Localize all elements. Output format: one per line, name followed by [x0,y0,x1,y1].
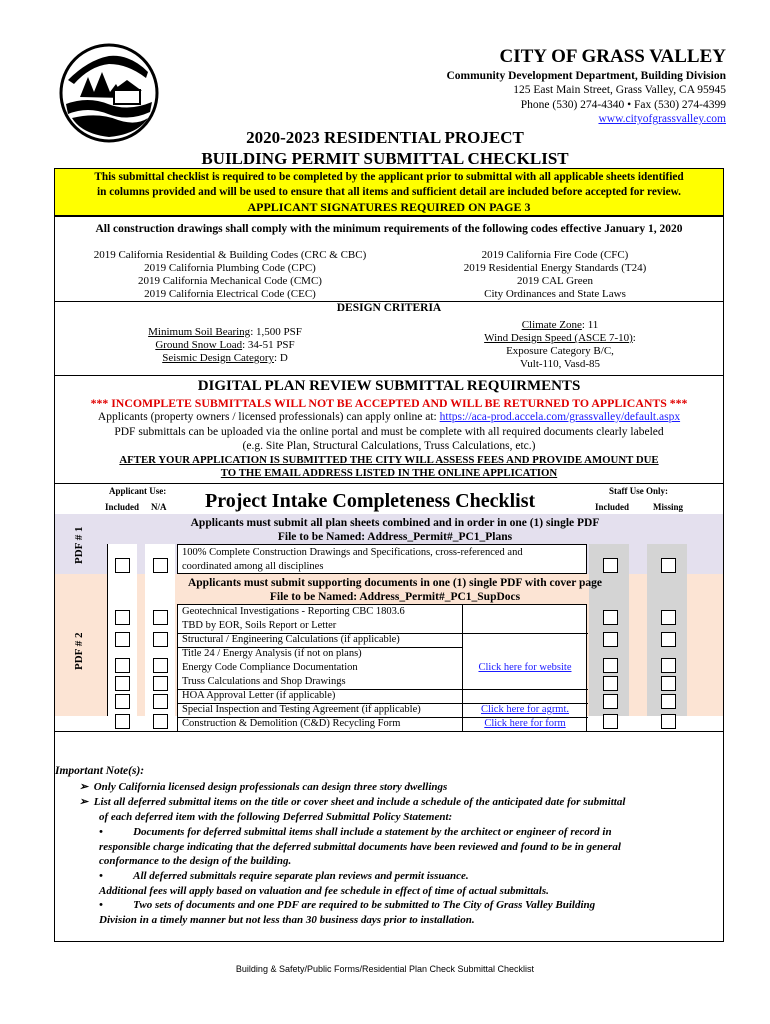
bullet-icon: • [99,870,134,882]
recycling-form-link[interactable]: Click here for form [484,718,566,729]
na-col-label: N/A [151,502,167,512]
title-line-1: 2020-2023 RESIDENTIAL PROJECT [246,128,524,147]
list-item: Energy Code Compliance Documentation [182,662,358,673]
pdf1-heading: Applicants must submit all plan sheets combined and in order in one (1) single PDF File to be Named: Address_Permit#_PC1_Plans [190,517,600,543]
list-item: TBD by EOR, Soils Report or Letter [182,620,337,631]
design-criteria-section [54,302,724,376]
energy-website-link[interactable]: Click here for website [478,662,572,673]
website-link[interactable]: www.cityofgrassvalley.com [598,113,726,125]
included-col-label: Included [105,502,140,512]
structural-na-checkbox[interactable] [153,632,168,647]
agreement-link[interactable]: Click here for agrmt. [480,704,570,715]
design-left-list [95,326,355,365]
hoa-staff-checkbox[interactable] [603,694,618,709]
city-name: CITY OF GRASS VALLEY [499,46,726,67]
pdf1-item-line1: 100% Complete Construction Drawings and Specifications, cross-referenced and [182,547,523,558]
truss-missing-checkbox[interactable] [661,676,676,691]
signature-required: APPLICANT SIGNATURES REQUIRED ON PAGE 3 [247,200,531,214]
pdf1-label: PDF # 1 [73,526,85,564]
code-item: 2019 California Electrical Code (CEC) [144,288,316,300]
geotech-na-checkbox[interactable] [153,610,168,625]
note-2: ➢ List all deferred submittal items on the title or cover sheet and include a schedule of the anticipated date for submittal of each deferred item with the following Deferred Submittal Policy Statement: [79,796,626,823]
pdf1-item-cell [177,544,587,574]
bullet-2: • All deferred submittals require separate plan reviews and permit issuance. Additional fees will apply based on valuation and fee schedule in effect of time of actual submittals. [99,870,549,897]
arrow-bullet-icon: ➢ [79,781,94,793]
important-notes-section [54,732,724,942]
code-item: 2019 Residential Energy Standards (T24) [463,262,647,274]
criterion: Wind Design Speed (ASCE 7-10): [484,332,636,344]
criterion: Seismic Design Category: D [162,352,288,364]
applicant-use-label: Applicant Use: [109,486,167,496]
pdf1-staff-included-checkbox[interactable] [603,558,618,573]
geotech-included-checkbox[interactable] [115,610,130,625]
code-item: 2019 California Mechanical Code (CMC) [138,275,322,287]
digital-requirements-section [54,376,724,484]
bullet-3: • Two sets of documents and one PDF are required to be submitted to The City of Grass Valley Building Division in a timely manner but not less than 30 business days prior to installation. [99,899,596,926]
pdf-examples-text: (e.g. Site Plan, Structural Calculations, Truss Calculations, etc.) [242,440,536,452]
criterion: Minimum Soil Bearing: 1,500 PSF [148,326,302,338]
list-item: HOA Approval Letter (if applicable) [182,690,336,701]
page-footer: Building & Safety/Public Forms/Residential Plan Check Submittal Checklist [235,964,535,974]
structural-staff-checkbox[interactable] [603,632,618,647]
list-item: Title 24 / Energy Analysis (if not on plans) [182,648,362,659]
structural-missing-checkbox[interactable] [661,632,676,647]
recycling-included-checkbox[interactable] [115,714,130,729]
department: Community Development Department, Building Division [446,70,726,82]
apply-online-line: Applicants (property owners / licensed professionals) can apply online at: https://aca-prod.accela.com/grassvalley/default.aspx [97,411,681,423]
title24-staff-checkbox[interactable] [603,658,618,673]
note-1: ➢ Only California licensed design professionals can design three story dwellings [79,781,448,793]
truss-included-checkbox[interactable] [115,676,130,691]
pdf2-label: PDF # 2 [73,632,85,670]
accela-link[interactable]: https://aca-prod.accela.com/grassvalley/default.aspx [439,411,681,423]
geotech-missing-checkbox[interactable] [661,610,676,625]
list-item: Structural / Engineering Calculations (if applicable) [182,634,400,645]
pdf1-included-checkbox[interactable] [115,558,130,573]
pdf-upload-text: PDF submittals can be uploaded via the online portal and must be complete with all required documents clearly labeled [114,426,664,438]
pdf1-na-checkbox[interactable] [153,558,168,573]
pdf1-missing-checkbox[interactable] [661,558,676,573]
codes-heading: All construction drawings shall comply with the minimum requirements of the following codes effective January 1, 2020 [95,223,683,235]
submittal-notice [54,168,724,216]
criterion: Ground Snow Load: 34-51 PSF [155,339,295,351]
recycling-na-checkbox[interactable] [153,714,168,729]
criterion: Climate Zone: 11 [521,319,599,331]
truss-na-checkbox[interactable] [153,676,168,691]
address: 125 East Main Street, Grass Valley, CA 95945 [513,84,726,96]
codes-section [54,216,724,302]
codes-left-list [65,249,395,301]
notice-line-2: in columns provided and will be used to ensure that all items and sufficient detail are included before accepted for review. [97,186,681,198]
fees-notice: AFTER YOUR APPLICATION IS SUBMITTED THE CITY WILL ASSESS FEES AND PROVIDE AMOUNT DUE [119,454,659,466]
pdf2-items-table [177,604,587,732]
code-item: 2019 California Plumbing Code (CPC) [144,262,316,274]
page-title [0,127,770,169]
title24-na-checkbox[interactable] [153,658,168,673]
recycling-staff-checkbox[interactable] [603,714,618,729]
missing-col-label: Missing [653,502,684,512]
fees-notice-2: TO THE EMAIL ADDRESS LISTED IN THE ONLINE APPLICATION [220,467,558,479]
list-item: Geotechnical Investigations - Reporting CBC 1803.6 [182,606,405,617]
staff-use-label: Staff Use Only: [609,486,668,496]
pdf1-item-line2: coordinated among all disciplines [182,561,324,572]
pdf2-heading: Applicants must submit supporting documents in one (1) single PDF with cover page File to be Named: Address_Permit#_PC1_SupDocs [187,577,603,603]
list-item: Truss Calculations and Shop Drawings [182,676,346,687]
arrow-bullet-icon: ➢ [79,796,94,808]
notice-line-1: This submittal checklist is required to be completed by the applicant prior to submittal with all applicable sheets identified [94,171,684,183]
criterion: Vult-110, Vasd-85 [519,358,600,370]
truss-staff-checkbox[interactable] [603,676,618,691]
checklist-title: Project Intake Completeness Checklist [205,490,536,512]
bullet-icon: • [99,899,134,911]
code-item: 2019 California Fire Code (CFC) [481,249,629,261]
code-item: 2019 California Residential & Building Codes (CRC & CBC) [93,249,367,261]
recycling-missing-checkbox[interactable] [661,714,676,729]
geotech-staff-checkbox[interactable] [603,610,618,625]
hoa-included-checkbox[interactable] [115,694,130,709]
design-right-list [435,319,685,371]
list-item: Construction & Demolition (C&D) Recycling Form [182,718,401,729]
design-criteria-heading: DESIGN CRITERIA [336,302,442,314]
intake-checklist [54,484,724,732]
title-line-2: BUILDING PERMIT SUBMITTAL CHECKLIST [201,149,569,168]
hoa-na-checkbox[interactable] [153,694,168,709]
code-item: 2019 CAL Green [517,275,593,287]
codes-right-list [425,249,685,301]
structural-included-checkbox[interactable] [115,632,130,647]
digital-title: DIGITAL PLAN REVIEW SUBMITTAL REQUIRMENTS [197,378,581,394]
criterion: Exposure Category B/C, [506,345,614,357]
title24-missing-checkbox[interactable] [661,658,676,673]
bullet-icon: • [99,826,134,838]
code-item: City Ordinances and State Laws [484,288,626,300]
bullet-1: • Documents for deferred submittal items shall include a statement by the architect or engineer of record in responsible charge indicating that the deferred submittal documents have been reviewed and found to be in general conformance to the design of the building. [99,826,621,867]
hoa-missing-checkbox[interactable] [661,694,676,709]
title24-included-checkbox[interactable] [115,658,130,673]
incomplete-warning: *** INCOMPLETE SUBMITTALS WILL NOT BE ACCEPTED AND WILL BE RETURNED TO APPLICANTS *** [90,396,688,410]
staff-included-col-label: Included [595,502,630,512]
list-item: Special Inspection and Testing Agreement (if applicable) [182,704,421,715]
notes-heading: Important Note(s): [55,765,145,777]
phone-fax: Phone (530) 274-4340 • Fax (530) 274-4399 [520,99,726,111]
